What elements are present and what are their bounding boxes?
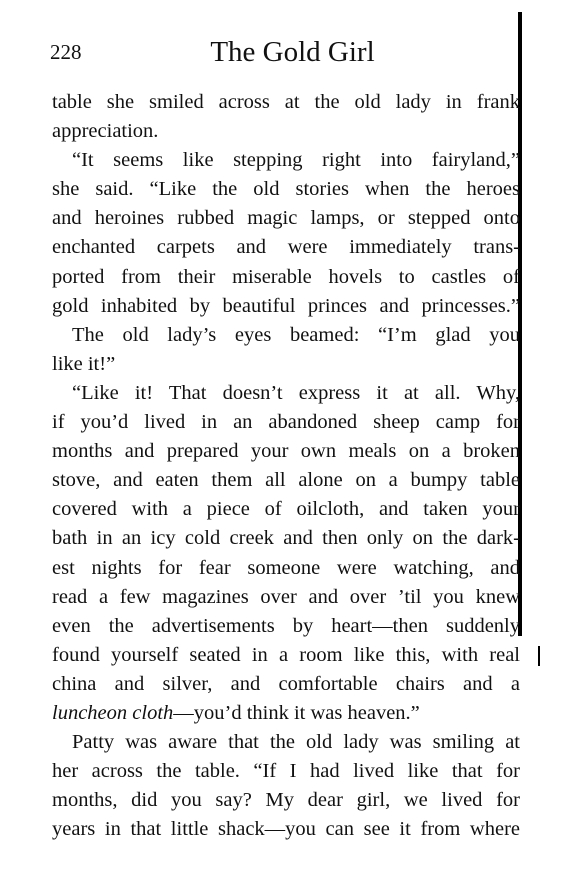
text-line: bath in an icy cold creek and then only on the dark-: [52, 527, 520, 550]
text-line: “It seems like stepping right into fairyland,”: [72, 149, 520, 172]
text-line: even the advertisements by heart—then suddenly: [52, 614, 520, 637]
text-line: found yourself seated in a room like this, with real: [52, 643, 520, 666]
text-line: table she smiled across at the old lady in frank: [52, 91, 520, 113]
running-title: The Gold Girl: [210, 36, 375, 68]
page-number: 228: [50, 40, 82, 64]
italic-phrase: luncheon cloth: [52, 701, 174, 724]
text-line: “Like it! That doesn’t express it at all. Why,: [72, 381, 520, 404]
text-line: months, did you say? My dear girl, we lived for: [52, 789, 520, 812]
text-line: months and prepared your own meals on a broken: [52, 440, 520, 463]
text-line: The old lady’s eyes beamed: “I’m glad you: [72, 323, 520, 346]
text-line: if you’d lived in an abandoned sheep camp for: [52, 411, 520, 434]
text-line: ported from their miserable hovels to castles of: [52, 265, 520, 288]
text-line: gold inhabited by beautiful princes and princesses.”: [52, 294, 520, 317]
text-line: Patty was aware that the old lady was smiling at: [72, 731, 520, 754]
text-line: her across the table. “If I had lived like that for: [52, 760, 520, 783]
text-line: est nights for fear someone were watching, and: [52, 556, 520, 579]
text-line: and heroines rubbed magic lamps, or stepped onto: [52, 207, 520, 230]
text-line: read a few magazines over and over ’til you knew: [52, 585, 520, 608]
text-line: enchanted carpets and were immediately trans-: [52, 236, 520, 259]
body-text: [52, 88, 520, 844]
text-line: appreciation.: [52, 120, 159, 143]
text-line: stove, and eaten them all alone on a bumpy table: [52, 469, 520, 492]
text-line: years in that little shack—you can see it from where: [52, 818, 520, 841]
text-line: covered with a piece of oilcloth, and taken your: [52, 498, 520, 521]
text-line: she said. “Like the old stories when the heroes: [52, 178, 520, 201]
gutter-tick-mark: [538, 646, 540, 666]
text-line: like it!”: [52, 352, 116, 375]
text-line: china and silver, and comfortable chairs and a: [52, 672, 520, 695]
text-line: luncheon cloth—you’d think it was heaven.”: [52, 701, 420, 724]
